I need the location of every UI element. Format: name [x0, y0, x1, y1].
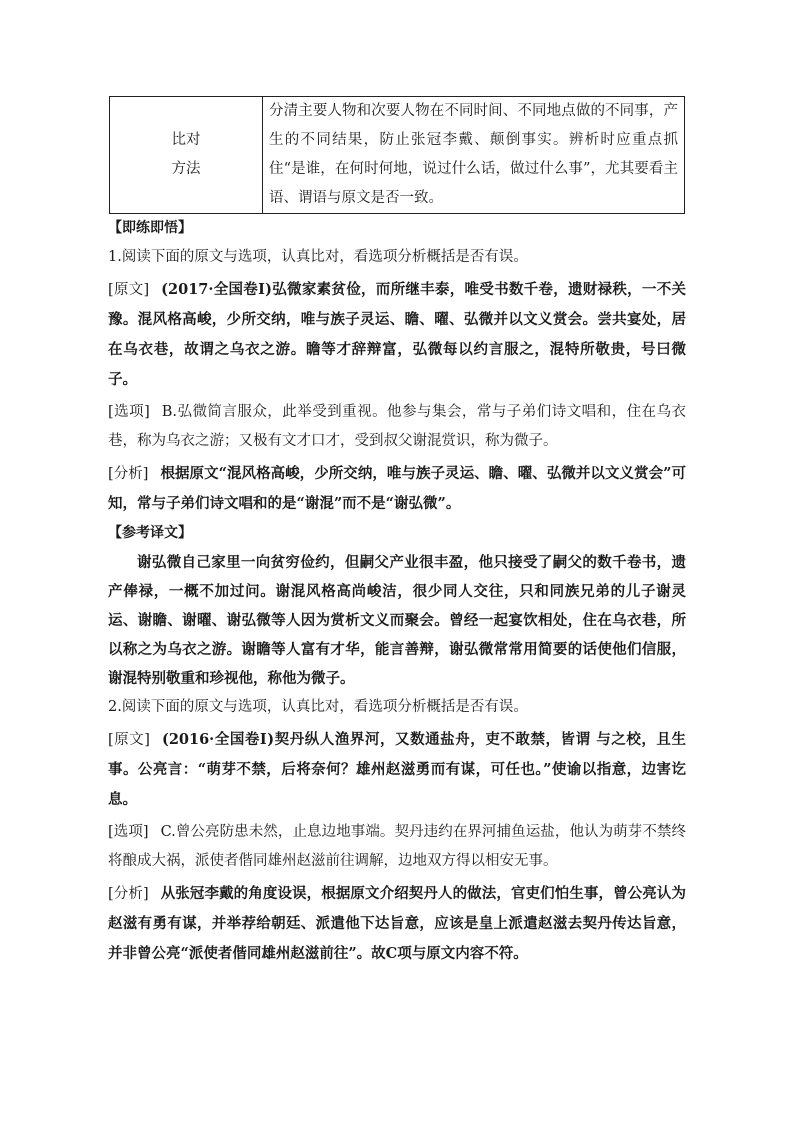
method-table [109, 96, 685, 214]
q1-analysis-tag: [分析] [108, 466, 149, 482]
method-label-line1: 比对 [171, 132, 201, 148]
q1-original [108, 275, 686, 395]
q2-analysis-text: 从张冠李戴的角度设误，根据原文介绍契丹人的做法，官吏们怕生事，曾公亮认为赵滋有勇有谋，并举荐给朝廷、派遣他下达旨意，应该是皇上派遣赵滋去契丹传达旨意，并非曾公亮“派使者偕同雄州赵滋前往”。故C项与原文内容不符。 [108, 885, 686, 962]
q1-original-tag: [原文] [108, 282, 150, 298]
method-description: 分清主要人物和次要人物在不同时间、不同地点做的不同事，产生的不同结果，防止张冠李戴、颠倒事实。辨析时应重点抓住“是谁，在何时何地，说过什么话，做过什么事”，尤其要看主语、谓语与原文是否一致。 [263, 97, 685, 214]
q2-option-text: C.曾公亮防患未然，止息边地事端。契丹违约在界河捕鱼运盐，他认为萌芽不禁终将酿成大祸，派使者偕同雄州赵滋前往调解，边地双方得以相安无事。 [108, 824, 686, 869]
translation-heading: 【参考译文】 [108, 525, 192, 541]
q1-option-text: B.弘微简言服众，此举受到重视。他参与集会，常与子弟们诗文唱和，住在乌衣巷，称为乌衣之游；又极有文才口才，受到叔父谢混赏识，称为微子。 [108, 404, 686, 449]
q1-original-text: (2017·全国卷Ⅰ)弘微家素贫俭，而所继丰泰，唯受书数千卷，遗财禄秩，一不关豫。混风格高峻，少所交纳，唯与族子灵运、瞻、曜、弘微并以文义赏会。尝共宴处，居在乌衣巷，故谓之乌衣之游。瞻等才辞辩富，弘微每以约言服之，混特所敬贵，号曰微子。 [108, 281, 686, 388]
q1-analysis-text: 根据原文“混风格高峻，少所交纳，唯与族子灵运、瞻、曜、弘微并以文义赏会”可知，常与子弟们诗文唱和的是“谢混”而不是“谢弘微”。 [108, 465, 686, 512]
document-page [108, 96, 686, 969]
q2-option-tag: [选项] [108, 824, 149, 840]
q2-option [108, 818, 686, 876]
q2-original [108, 725, 686, 815]
method-row [110, 97, 685, 214]
q1-prompt: 1.阅读下面的原文与选项，认真比对，看选项分析概括是否有误。 [108, 249, 528, 265]
method-label-cell [110, 97, 263, 214]
practice-heading: 【即练即悟】 [108, 220, 192, 236]
q1-option [108, 398, 686, 456]
translation-text: 谢弘微自己家里一向贫穷俭约，但嗣父产业很丰盈，他只接受了嗣父的数千卷书，遗产俸禄，一概不加过问。谢混风格高尚峻洁，很少同人交往，只和同族兄弟的儿子谢灵运、谢瞻、谢曜、谢弘微等人因为赏析文义而聚会。曾经一起宴饮相处，住在乌衣巷，所以称之为乌衣之游。谢瞻等人富有才华，能言善辩，谢弘微常常用简要的话使他们信服，谢混特别敬重和珍视他，称他为微子。 [108, 554, 686, 687]
q1-analysis [108, 459, 686, 519]
q1-option-tag: [选项] [108, 404, 150, 420]
q2-prompt: 2.阅读下面的原文与选项，认真比对，看选项分析概括是否有误。 [108, 699, 528, 715]
q2-analysis-tag: [分析] [108, 886, 149, 902]
method-label-line2: 方法 [171, 161, 201, 177]
q2-analysis [108, 879, 686, 969]
q2-original-tag: [原文] [108, 732, 150, 748]
q2-original-text: (2016·全国卷Ⅰ)契丹纵人渔界河，又数通盐舟，吏不敢禁，皆谓 与之校，且生事。公亮言：“萌芽不禁，后将奈何？雄州赵滋勇而有谋，可任也。”使谕以指意，边害讫息。 [108, 731, 686, 808]
